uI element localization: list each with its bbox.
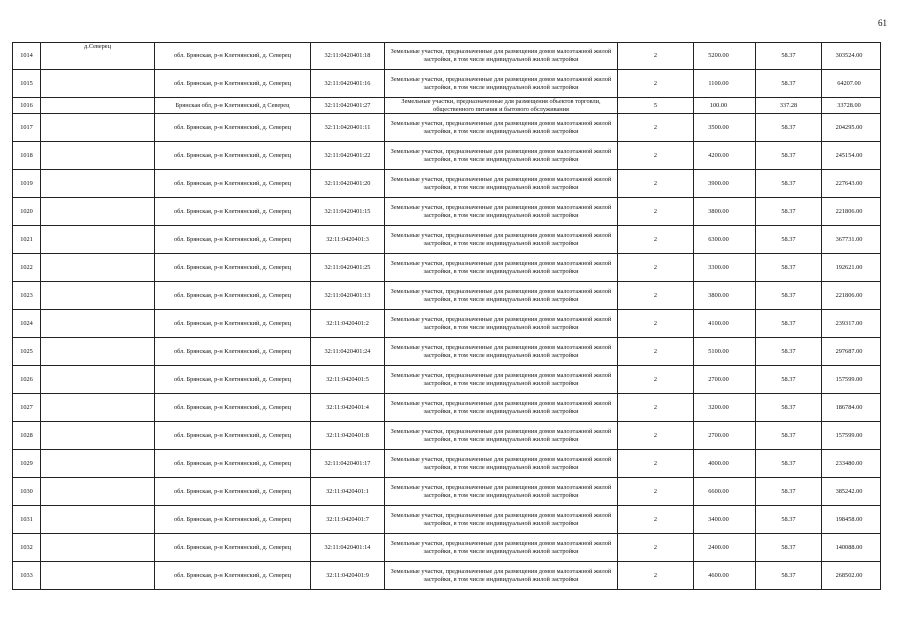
group-cell: 2 [618,226,694,254]
specific-value-cell: 58.37 [756,338,822,366]
specific-value-cell: 58.37 [756,142,822,170]
cadastral-value-cell: 140088.00 [822,534,881,562]
locality-cell [41,450,155,478]
land-use-cell: Земельные участки, предназначенные для размещения домов малоэтажной жилой застройки, в том числе индивидуальной жилой застройки [385,394,618,422]
cadastral-value-cell: 239317.00 [822,310,881,338]
row-number-cell: 1018 [13,142,41,170]
group-cell: 2 [618,114,694,142]
specific-value-cell: 58.37 [756,43,822,70]
group-cell: 2 [618,254,694,282]
group-cell: 2 [618,43,694,70]
cadastral-value-cell: 204295.00 [822,114,881,142]
cadastral-value-cell: 268502.00 [822,562,881,590]
cadastral-value-cell: 233480.00 [822,450,881,478]
group-cell: 2 [618,394,694,422]
locality-cell [41,170,155,198]
area-cell: 4100.00 [694,310,756,338]
cadastral-number-cell: 32:11:0420401:27 [311,98,385,114]
area-cell: 3400.00 [694,506,756,534]
cadastral-number-cell: 32:11:0420401:7 [311,506,385,534]
cadastral-value-table [12,42,881,590]
cadastral-value-cell: 33728.00 [822,98,881,114]
row-number-cell: 1016 [13,98,41,114]
cadastral-number-cell: 32:11:0420401:8 [311,422,385,450]
area-cell: 3800.00 [694,198,756,226]
locality-cell [41,98,155,114]
land-use-cell: Земельные участки, предназначенные для размещения домов малоэтажной жилой застройки, в том числе индивидуальной жилой застройки [385,226,618,254]
table-row [13,254,881,282]
area-cell: 3800.00 [694,282,756,310]
locality-cell [41,562,155,590]
cadastral-value-cell: 227643.00 [822,170,881,198]
area-cell: 5100.00 [694,338,756,366]
address-cell: обл. Брянская, р-н Клетнянский, д. Северец [155,478,311,506]
cadastral-number-cell: 32:11:0420401:20 [311,170,385,198]
group-cell: 2 [618,534,694,562]
specific-value-cell: 58.37 [756,422,822,450]
cadastral-number-cell: 32:11:0420401:25 [311,254,385,282]
table-row [13,562,881,590]
group-cell: 2 [618,70,694,98]
cadastral-value-cell: 64207.00 [822,70,881,98]
land-use-cell: Земельные участки, предназначенные для размещения домов малоэтажной жилой застройки, в том числе индивидуальной жилой застройки [385,282,618,310]
table-row [13,98,881,114]
cadastral-number-cell: 32:11:0420401:13 [311,282,385,310]
row-number-cell: 1024 [13,310,41,338]
land-use-cell: Земельные участки, предназначенные для размещения домов малоэтажной жилой застройки, в том числе индивидуальной жилой застройки [385,534,618,562]
cadastral-number-cell: 32:11:0420401:24 [311,338,385,366]
land-use-cell: Земельные участки, предназначенные для размещения домов малоэтажной жилой застройки, в том числе индивидуальной жилой застройки [385,562,618,590]
row-number-cell: 1021 [13,226,41,254]
row-number-cell: 1033 [13,562,41,590]
cadastral-value-cell: 385242.00 [822,478,881,506]
land-use-cell: Земельные участки, предназначенные для размещения домов малоэтажной жилой застройки, в том числе индивидуальной жилой застройки [385,70,618,98]
group-cell: 2 [618,142,694,170]
area-cell: 3300.00 [694,254,756,282]
land-use-cell: Земельные участки, предназначенные для размещения домов малоэтажной жилой застройки, в том числе индивидуальной жилой застройки [385,142,618,170]
table-row [13,534,881,562]
row-number-cell: 1020 [13,198,41,226]
specific-value-cell: 58.37 [756,70,822,98]
area-cell: 100.00 [694,98,756,114]
group-cell: 2 [618,338,694,366]
land-use-cell: Земельные участки, предназначенные для размещения домов малоэтажной жилой застройки, в том числе индивидуальной жилой застройки [385,170,618,198]
address-cell: обл. Брянская, р-н Клетнянский, д. Северец [155,170,311,198]
table-row [13,114,881,142]
cadastral-number-cell: 32:11:0420401:16 [311,70,385,98]
land-use-cell: Земельные участки, предназначенные для размещения домов малоэтажной жилой застройки, в том числе индивидуальной жилой застройки [385,114,618,142]
row-number-cell: 1031 [13,506,41,534]
address-cell: обл. Брянская, р-н Клетнянский, д. Северец [155,282,311,310]
address-cell: обл. Брянская, р-н Клетнянский, д. Северец [155,70,311,98]
area-cell: 1100.00 [694,70,756,98]
cadastral-number-cell: 32:11:0420401:11 [311,114,385,142]
group-cell: 2 [618,310,694,338]
area-cell: 6600.00 [694,478,756,506]
land-use-cell: Земельные участки, предназначенные для размещения домов малоэтажной жилой застройки, в том числе индивидуальной жилой застройки [385,366,618,394]
cadastral-value-cell: 303524.00 [822,43,881,70]
address-cell: обл. Брянская, р-н Клетнянский, д. Северец [155,338,311,366]
table-row [13,506,881,534]
land-use-cell: Земельные участки, предназначенные для размещения домов малоэтажной жилой застройки, в том числе индивидуальной жилой застройки [385,478,618,506]
row-number-cell: 1017 [13,114,41,142]
cadastral-number-cell: 32:11:0420401:5 [311,366,385,394]
area-cell: 3500.00 [694,114,756,142]
address-cell: обл. Брянская, р-н Клетнянский, д. Северец [155,142,311,170]
land-use-cell: Земельные участки, предназначенные для размещения объектов торговли, общественного питания и бытового обслуживания [385,98,618,114]
row-number-cell: 1030 [13,478,41,506]
area-cell: 4200.00 [694,142,756,170]
cadastral-value-cell: 297687.00 [822,338,881,366]
row-number-cell: 1015 [13,70,41,98]
group-cell: 2 [618,506,694,534]
cadastral-number-cell: 32:11:0420401:17 [311,450,385,478]
area-cell: 3900.00 [694,170,756,198]
row-number-cell: 1027 [13,394,41,422]
land-use-cell: Земельные участки, предназначенные для размещения домов малоэтажной жилой застройки, в том числе индивидуальной жилой застройки [385,422,618,450]
area-cell: 6300.00 [694,226,756,254]
table-row [13,142,881,170]
cadastral-number-cell: 32:11:0420401:18 [311,43,385,70]
locality-cell [41,394,155,422]
specific-value-cell: 58.37 [756,394,822,422]
locality-cell [41,422,155,450]
table-row [13,478,881,506]
address-cell: Брянская обл, р-н Клетнянский, д Северец [155,98,311,114]
row-number-cell: 1032 [13,534,41,562]
address-cell: обл. Брянская, р-н Клетнянский, д. Северец [155,254,311,282]
specific-value-cell: 58.37 [756,534,822,562]
cadastral-value-cell: 245154.00 [822,142,881,170]
cadastral-number-cell: 32:11:0420401:22 [311,142,385,170]
land-use-cell: Земельные участки, предназначенные для размещения домов малоэтажной жилой застройки, в том числе индивидуальной жилой застройки [385,43,618,70]
area-cell: 2400.00 [694,534,756,562]
specific-value-cell: 58.37 [756,170,822,198]
area-cell: 3200.00 [694,394,756,422]
address-cell: обл. Брянская, р-н Клетнянский, д. Северец [155,450,311,478]
table-row [13,226,881,254]
table-row [13,450,881,478]
specific-value-cell: 58.37 [756,506,822,534]
locality-cell [41,254,155,282]
specific-value-cell: 58.37 [756,226,822,254]
address-cell: обл. Брянская, р-н Клетнянский, д. Северец [155,534,311,562]
locality-cell [41,142,155,170]
table-body [13,43,881,590]
area-cell: 5200.00 [694,43,756,70]
table-row [13,282,881,310]
cadastral-value-cell: 198458.00 [822,506,881,534]
locality-cell [41,366,155,394]
address-cell: обл. Брянская, р-н Клетнянский, д. Северец [155,422,311,450]
land-use-cell: Земельные участки, предназначенные для размещения домов малоэтажной жилой застройки, в том числе индивидуальной жилой застройки [385,338,618,366]
row-number-cell: 1022 [13,254,41,282]
cadastral-value-cell: 186784.00 [822,394,881,422]
specific-value-cell: 58.37 [756,254,822,282]
table-row [13,394,881,422]
group-cell: 2 [618,422,694,450]
area-cell: 2700.00 [694,422,756,450]
specific-value-cell: 58.37 [756,478,822,506]
locality-cell [41,282,155,310]
specific-value-cell: 58.37 [756,198,822,226]
group-cell: 2 [618,282,694,310]
area-cell: 2700.00 [694,366,756,394]
specific-value-cell: 58.37 [756,366,822,394]
address-cell: обл. Брянская, р-н Клетнянский, д. Северец [155,562,311,590]
cadastral-number-cell: 32:11:0420401:3 [311,226,385,254]
row-number-cell: 1029 [13,450,41,478]
area-cell: 4600.00 [694,562,756,590]
locality-cell [41,198,155,226]
land-use-cell: Земельные участки, предназначенные для размещения домов малоэтажной жилой застройки, в том числе индивидуальной жилой застройки [385,450,618,478]
specific-value-cell: 58.37 [756,562,822,590]
cadastral-number-cell: 32:11:0420401:2 [311,310,385,338]
row-number-cell: 1014 [13,43,41,70]
table-row [13,366,881,394]
locality-cell [41,114,155,142]
cadastral-value-cell: 367731.00 [822,226,881,254]
locality-cell [41,70,155,98]
address-cell: обл. Брянская, р-н Клетнянский, д. Северец [155,114,311,142]
address-cell: обл. Брянская, р-н Клетнянский, д. Северец [155,394,311,422]
land-use-cell: Земельные участки, предназначенные для размещения домов малоэтажной жилой застройки, в том числе индивидуальной жилой застройки [385,254,618,282]
address-cell: обл. Брянская, р-н Клетнянский, д. Северец [155,43,311,70]
specific-value-cell: 58.37 [756,114,822,142]
group-cell: 5 [618,98,694,114]
table-row [13,198,881,226]
row-number-cell: 1026 [13,366,41,394]
table-row [13,310,881,338]
land-use-cell: Земельные участки, предназначенные для размещения домов малоэтажной жилой застройки, в том числе индивидуальной жилой застройки [385,198,618,226]
locality-cell: д.Северец [41,43,155,70]
table-row [13,170,881,198]
group-cell: 2 [618,450,694,478]
locality-cell [41,506,155,534]
row-number-cell: 1019 [13,170,41,198]
cadastral-value-cell: 221806.00 [822,282,881,310]
group-cell: 2 [618,198,694,226]
group-cell: 2 [618,366,694,394]
land-use-cell: Земельные участки, предназначенные для размещения домов малоэтажной жилой застройки, в том числе индивидуальной жилой застройки [385,310,618,338]
row-number-cell: 1028 [13,422,41,450]
group-cell: 2 [618,170,694,198]
cadastral-number-cell: 32:11:0420401:9 [311,562,385,590]
row-number-cell: 1025 [13,338,41,366]
table-row [13,338,881,366]
cadastral-value-cell: 192621.00 [822,254,881,282]
locality-cell [41,226,155,254]
table-row [13,70,881,98]
table-row [13,422,881,450]
cadastral-number-cell: 32:11:0420401:4 [311,394,385,422]
group-cell: 2 [618,562,694,590]
address-cell: обл. Брянская, р-н Клетнянский, д. Северец [155,310,311,338]
specific-value-cell: 58.37 [756,310,822,338]
locality-cell [41,310,155,338]
page-number: 61 [878,18,887,28]
specific-value-cell: 337.28 [756,98,822,114]
address-cell: обл. Брянская, р-н Клетнянский, д. Северец [155,366,311,394]
locality-cell [41,338,155,366]
cadastral-number-cell: 32:11:0420401:14 [311,534,385,562]
locality-cell [41,534,155,562]
specific-value-cell: 58.37 [756,282,822,310]
table-row [13,43,881,70]
specific-value-cell: 58.37 [756,450,822,478]
row-number-cell: 1023 [13,282,41,310]
cadastral-number-cell: 32:11:0420401:15 [311,198,385,226]
land-use-cell: Земельные участки, предназначенные для размещения домов малоэтажной жилой застройки, в том числе индивидуальной жилой застройки [385,506,618,534]
address-cell: обл. Брянская, р-н Клетнянский, д. Северец [155,506,311,534]
address-cell: обл. Брянская, р-н Клетнянский, д. Северец [155,198,311,226]
area-cell: 4000.00 [694,450,756,478]
cadastral-number-cell: 32:11:0420401:1 [311,478,385,506]
cadastral-value-cell: 221806.00 [822,198,881,226]
cadastral-value-cell: 157599.00 [822,422,881,450]
locality-cell [41,478,155,506]
address-cell: обл. Брянская, р-н Клетнянский, д. Северец [155,226,311,254]
group-cell: 2 [618,478,694,506]
cadastral-value-cell: 157599.00 [822,366,881,394]
